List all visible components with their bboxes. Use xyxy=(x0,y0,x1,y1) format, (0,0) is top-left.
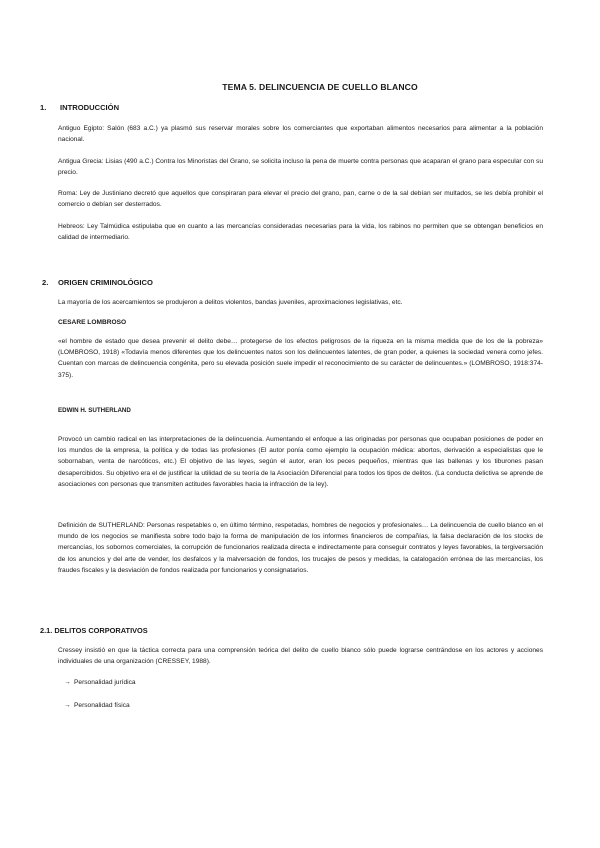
section-1-title: INTRODUCCIÓN xyxy=(60,103,120,112)
arrow-icon: → xyxy=(64,679,71,686)
bullet-label: Personalidad física xyxy=(74,702,130,709)
arrow-icon: → xyxy=(64,702,71,709)
subheading-sutherland: EDWIN H. SUTHERLAND xyxy=(58,407,131,414)
section-2-1-heading: 2.1. DELITOS CORPORATIVOS xyxy=(40,626,148,635)
document-title: TEMA 5. DELINCUENCIA DE CUELLO BLANCO xyxy=(222,82,418,92)
paragraph-egipto: Antiguo Egipto: Salón (683 a.C.) ya plasmó sus reservar morales sobre los comerciantes que exportaban alimentos necesarios para alimentar a la población nacional. xyxy=(58,125,543,144)
paragraph-cressey: Cressey insistió en que la táctica correcta para una comprensión teórica del delito de cuello blanco sólo puede lograrse centrándose en los actores y acciones individuales de una organización (CRESSEY, 1988). xyxy=(58,647,543,666)
bullet-personalidad-juridica xyxy=(64,679,136,686)
paragraph-roma: Roma: Ley de Justiniano decretó que aquellos que conspiraran para elevar el precio del grano, pan, carne o de la sal debían ser multados, se les debía prohibir el comercio o debían ser desterrados. xyxy=(58,190,543,209)
bullet-label: Personalidad jurídica xyxy=(74,679,136,686)
paragraph-origen-intro: La mayoría de los acercamientos se produjeron a delitos violentos, bandas juveniles, aproximaciones legislativas, etc. xyxy=(58,299,403,306)
bullet-personalidad-fisica xyxy=(64,702,130,709)
paragraph-lombroso: «el hombre de estado que desea prevenir el delito debe… protegerse de los efectos peligrosos de la riqueza en la misma medida que de los de la pobreza» (LOMBROSO, 1918) «Todavía menos diferentes que los delincuentes natos son los delincuentes latentes, de gran poder, a quienes la sociedad venera como jefes. Cuentan con marcas de delincuencia congénita, pero su elevada posición suele impedir el reconocimiento de su carácter de delincuentes.» (LOMBROSO, 1918:374-375). xyxy=(58,338,543,379)
paragraph-hebreos: Hebreos: Ley Talmúdica estipulaba que en cuanto a las mercancías consideradas necesarias para la vida, los rabinos no permiten que se obtengan beneficios en calidad de intermediario. xyxy=(58,223,543,242)
paragraph-grecia: Antigua Grecia: Lisias (490 a.C.) Contra los Minoristas del Grano, se solicita incluso la pena de muerte contra personas que acaparan el grano para especular con su precio. xyxy=(58,158,543,177)
paragraph-sutherland-2: Definición de SUTHERLAND: Personas respetables o, en último término, respetadas, hombres de negocios y profesionales… La delincuencia de cuello blanco en el mundo de los negocios se manifiesta sobre todo bajo la forma de manipulación de los informes financieros de compañías, la falsa declaración de los stocks de mercancías, los sobornos comerciales, la corrupción de funcionarios realizada directa e indirectamente para conseguir contratos y leyes favorables, la tergiversación de los anuncios y del arte de vender, los desfalcos y la malversación de fondos, los trucajes de pesos y medidas, la catalogación errónea de las mercancías, los fraudes fiscales y la desviación de fondos realizada por funcionarios y consignatarios. xyxy=(58,522,543,574)
paragraph-sutherland-1: Provocó un cambio radical en las interpretaciones de la delincuencia. Aumentando el enfoque a las originadas por personas que ocupaban posiciones de poder en los mundos de la empresa, la política y de todas las profesiones (El autor ponía como ejemplo la ocupación médica: abortos, derivación a especialistas que le sobornaban, venta de narcóticos, etc.) El objetivo de las leyes, según el autor, eran los peces pequeños, mientras que las ballenas y los tiburones pasan desapercibidos. Su objetivo era el de justificar la utilidad de su teoría de la Asociación Diferencial para todos los tipos de delitos. (La conducta delictiva se aprende de asociaciones con personas que transmiten actitudes favorables hacia la infracción de la ley). xyxy=(58,436,543,488)
section-2-title: ORIGEN CRIMINOLÓGICO xyxy=(58,278,153,287)
section-2-number: 2. xyxy=(42,278,49,287)
section-1-heading xyxy=(40,103,119,112)
section-1-number: 1. xyxy=(40,103,47,112)
section-2-heading xyxy=(42,278,153,287)
subheading-lombroso: CESARE LOMBROSO xyxy=(58,319,127,326)
